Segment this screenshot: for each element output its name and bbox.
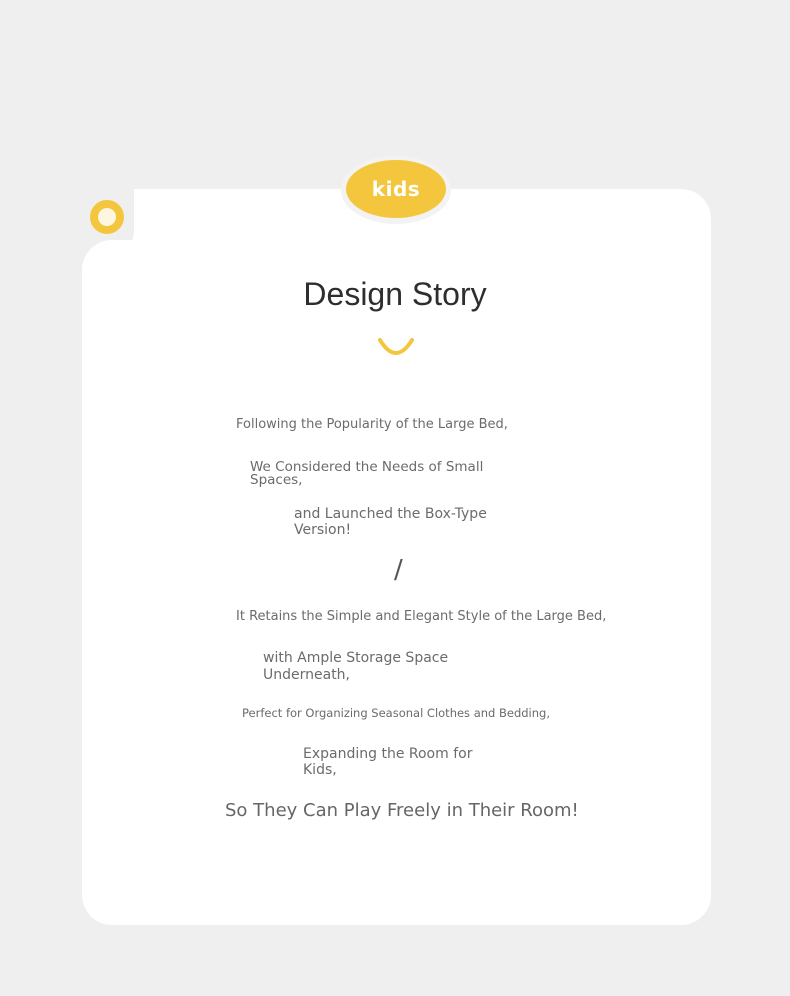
story-line-7: Expanding the Room for Kids,: [303, 746, 473, 778]
kids-logo: [346, 160, 446, 218]
ring-icon: [90, 200, 124, 234]
story-line-6: Perfect for Organizing Seasonal Clothes and Bedding,: [242, 706, 551, 720]
story-line-8: So They Can Play Freely in Their Room!: [225, 800, 579, 821]
story-line-4: It Retains the Simple and Elegant Style of the Large Bed,: [236, 609, 607, 624]
page-title: Design Story: [303, 276, 487, 312]
story-line-2: We Considered the Needs of Small Spaces,: [250, 459, 484, 488]
smile-arc-icon: [375, 336, 417, 360]
story-line-3: and Launched the Box-Type Version!: [294, 506, 487, 538]
logo-text: kids: [371, 177, 421, 201]
slash-divider: /: [394, 555, 403, 585]
story-line-1: Following the Popularity of the Large Bed,: [236, 417, 508, 432]
story-line-5: with Ample Storage Space Underneath,: [263, 650, 449, 683]
